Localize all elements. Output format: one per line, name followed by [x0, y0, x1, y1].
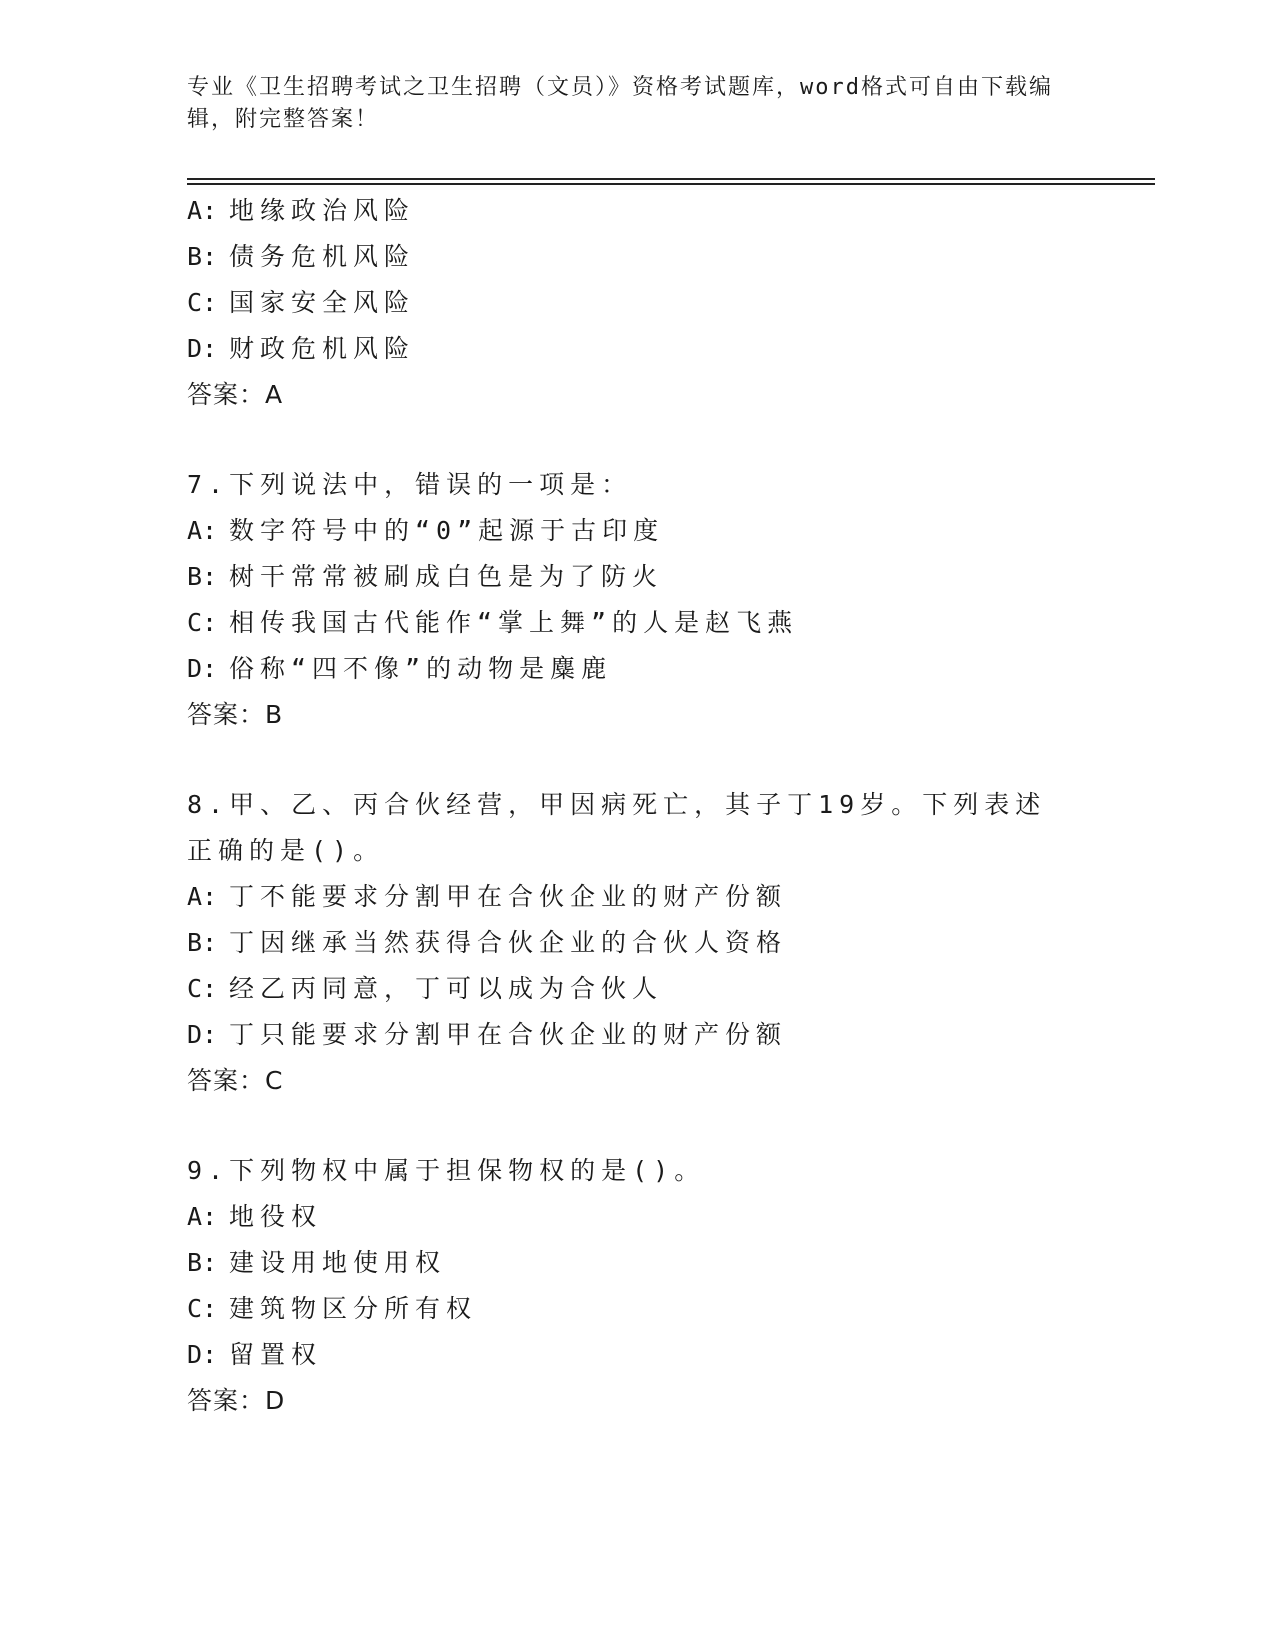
option-b [187, 554, 1087, 600]
answer-line: 答案：C [187, 1066, 284, 1095]
option-label: D: [187, 1340, 218, 1369]
option-b [187, 920, 1087, 966]
option-text: 数字符号中的“0”起源于古印度 [229, 516, 665, 545]
option-label: C: [187, 974, 218, 1003]
option-text: 经乙丙同意，丁可以成为合伙人 [229, 974, 664, 1003]
option-text: 丁只能要求分割甲在合伙企业的财产份额 [229, 1020, 788, 1049]
option-label: D: [187, 334, 218, 363]
question-block-8 [187, 782, 1087, 1104]
option-b [187, 1240, 1087, 1286]
option-label: A: [187, 1202, 218, 1231]
option-c [187, 1286, 1087, 1332]
header-rule-bottom [187, 183, 1155, 185]
option-text: 建设用地使用权 [229, 1248, 447, 1277]
option-c [187, 966, 1087, 1012]
option-text: 留置权 [229, 1340, 323, 1369]
answer-line: 答案：D [187, 1386, 286, 1415]
option-label: B: [187, 562, 218, 591]
option-text: 树干常常被刷成白色是为了防火 [229, 562, 664, 591]
header-rule-top [187, 178, 1155, 180]
option-label: A: [187, 516, 218, 545]
option-d [187, 646, 1087, 692]
question-block-7 [187, 462, 1087, 738]
option-a [187, 188, 1087, 234]
option-label: B: [187, 242, 218, 271]
question-block-9 [187, 1148, 1087, 1424]
option-text: 俗称“四不像”的动物是麋鹿 [229, 654, 613, 683]
option-text: 地役权 [229, 1202, 323, 1231]
option-text: 相传我国古代能作“掌上舞”的人是赵飞燕 [229, 608, 799, 637]
option-label: D: [187, 1020, 218, 1049]
question-stem: 8.甲、乙、丙合伙经营，甲因病死亡，其子丁19岁。下列表述正确的是()。 [187, 790, 1047, 865]
option-label: D: [187, 654, 218, 683]
option-text: 丁因继承当然获得合伙企业的合伙人资格 [229, 928, 788, 957]
option-d [187, 1332, 1087, 1378]
option-text: 债务危机风险 [229, 242, 416, 271]
option-a [187, 874, 1087, 920]
answer-line: 答案：B [187, 700, 284, 729]
option-text: 建筑物区分所有权 [229, 1294, 478, 1323]
option-text: 丁不能要求分割甲在合伙企业的财产份额 [229, 882, 788, 911]
option-d [187, 326, 1087, 372]
option-a [187, 1194, 1087, 1240]
option-label: A: [187, 196, 218, 225]
option-label: B: [187, 1248, 218, 1277]
option-c [187, 600, 1087, 646]
option-label: C: [187, 288, 218, 317]
option-b [187, 234, 1087, 280]
option-a [187, 508, 1087, 554]
option-d [187, 1012, 1087, 1058]
option-label: A: [187, 882, 218, 911]
question-stem: 9.下列物权中属于担保物权的是()。 [187, 1156, 706, 1185]
option-label: B: [187, 928, 218, 957]
option-text: 地缘政治风险 [229, 196, 416, 225]
question-block-continued [187, 188, 1087, 418]
document-header: 专业《卫生招聘考试之卫生招聘（文员）》资格考试题库，word格式可自由下载编辑，附完整答案！ [187, 75, 1053, 132]
answer-line: 答案：A [187, 380, 284, 409]
option-label: C: [187, 608, 218, 637]
option-c [187, 280, 1087, 326]
question-stem: 7.下列说法中，错误的一项是： [187, 470, 633, 499]
option-text: 国家安全风险 [229, 288, 416, 317]
question-list [187, 188, 1087, 1424]
option-text: 财政危机风险 [229, 334, 416, 363]
option-label: C: [187, 1294, 218, 1323]
